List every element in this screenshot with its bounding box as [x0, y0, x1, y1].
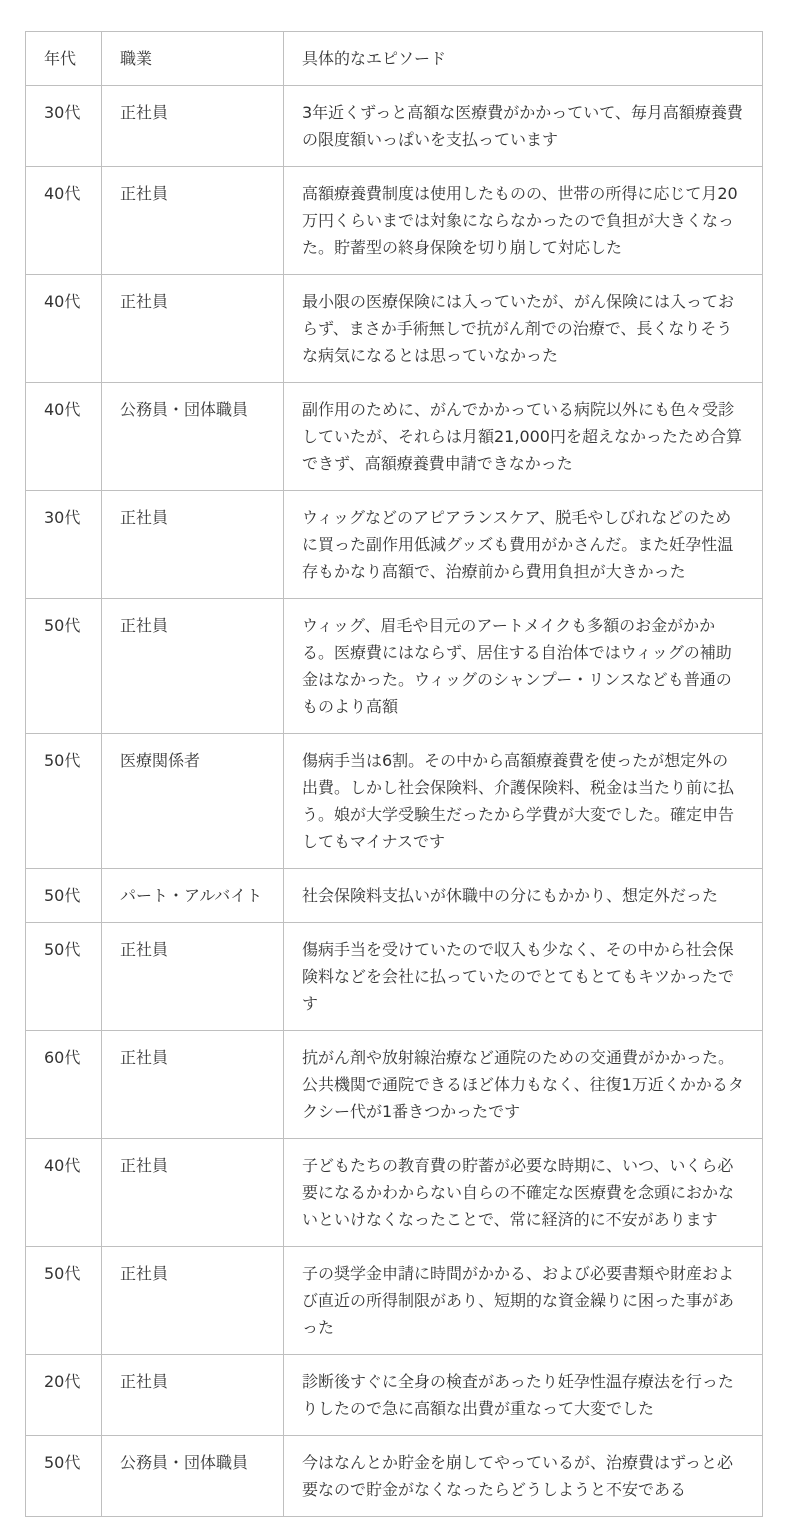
- occupation-cell: 正社員: [102, 1139, 284, 1247]
- episode-cell: ウィッグ、眉毛や目元のアートメイクも多額のお金がかかる。医療費にはならず、居住する自治体ではウィッグの補助金はなかった。ウィッグのシャンプー・リンスなども普通のものより高額: [284, 599, 763, 734]
- episode-cell: 今はなんとか貯金を崩してやっているが、治療費はずっと必要なので貯金がなくなったらどうしようと不安である: [284, 1436, 763, 1517]
- table-body: [26, 86, 763, 1517]
- episode-cell: 社会保険料支払いが休職中の分にもかかり、想定外だった: [284, 869, 763, 923]
- column-header-occupation: 職業: [102, 32, 284, 86]
- occupation-cell: 正社員: [102, 275, 284, 383]
- age-cell: 20代: [26, 1355, 102, 1436]
- occupation-cell: 正社員: [102, 491, 284, 599]
- age-cell: 40代: [26, 275, 102, 383]
- occupation-cell: 正社員: [102, 1355, 284, 1436]
- table-row: [26, 491, 763, 599]
- table-row: [26, 1247, 763, 1355]
- table-row: [26, 275, 763, 383]
- episode-cell: 傷病手当を受けていたので収入も少なく、その中から社会保険料などを会社に払っていたのでとてもとてもキツかったです: [284, 923, 763, 1031]
- occupation-cell: 正社員: [102, 923, 284, 1031]
- age-cell: 50代: [26, 869, 102, 923]
- table-row: [26, 869, 763, 923]
- table-header-row: [26, 32, 763, 86]
- episode-cell: 診断後すぐに全身の検査があったり妊孕性温存療法を行ったりしたので急に高額な出費が重なって大変でした: [284, 1355, 763, 1436]
- occupation-cell: 正社員: [102, 1247, 284, 1355]
- table-row: [26, 167, 763, 275]
- table-row: [26, 1436, 763, 1517]
- table-row: [26, 1355, 763, 1436]
- age-cell: 40代: [26, 167, 102, 275]
- occupation-cell: 公務員・団体職員: [102, 383, 284, 491]
- occupation-cell: 正社員: [102, 167, 284, 275]
- episode-cell: 最小限の医療保険には入っていたが、がん保険には入っておらず、まさか手術無しで抗がん剤での治療で、長くなりそうな病気になるとは思っていなかった: [284, 275, 763, 383]
- age-cell: 50代: [26, 923, 102, 1031]
- episode-cell: 副作用のために、がんでかかっている病院以外にも色々受診していたが、それらは月額21,000円を超えなかったため合算できず、高額療養費申請できなかった: [284, 383, 763, 491]
- column-header-episode: 具体的なエピソード: [284, 32, 763, 86]
- episode-cell: 3年近くずっと高額な医療費がかかっていて、毎月高額療養費の限度額いっぱいを支払っています: [284, 86, 763, 167]
- occupation-cell: 正社員: [102, 1031, 284, 1139]
- occupation-cell: 医療関係者: [102, 734, 284, 869]
- occupation-cell: 公務員・団体職員: [102, 1436, 284, 1517]
- table-row: [26, 734, 763, 869]
- occupation-cell: 正社員: [102, 86, 284, 167]
- age-cell: 30代: [26, 491, 102, 599]
- episode-cell: 子どもたちの教育費の貯蓄が必要な時期に、いつ、いくら必要になるかわからない自らの不確定な医療費を念頭におかないといけなくなったことで、常に経済的に不安があります: [284, 1139, 763, 1247]
- age-cell: 50代: [26, 734, 102, 869]
- column-header-age: 年代: [26, 32, 102, 86]
- table-row: [26, 923, 763, 1031]
- table-row: [26, 1139, 763, 1247]
- table-row: [26, 383, 763, 491]
- age-cell: 40代: [26, 383, 102, 491]
- episode-table: [25, 31, 763, 1517]
- age-cell: 40代: [26, 1139, 102, 1247]
- age-cell: 50代: [26, 599, 102, 734]
- episode-cell: 子の奨学金申請に時間がかかる、および必要書類や財産および直近の所得制限があり、短期的な資金繰りに困った事があった: [284, 1247, 763, 1355]
- table-row: [26, 599, 763, 734]
- episode-cell: ウィッグなどのアピアランスケア、脱毛やしびれなどのために買った副作用低減グッズも費用がかさんだ。また妊孕性温存もかなり高額で、治療前から費用負担が大きかった: [284, 491, 763, 599]
- table-row: [26, 1031, 763, 1139]
- occupation-cell: 正社員: [102, 599, 284, 734]
- age-cell: 60代: [26, 1031, 102, 1139]
- age-cell: 30代: [26, 86, 102, 167]
- episode-cell: 抗がん剤や放射線治療など通院のための交通費がかかった。公共機関で通院できるほど体力もなく、往復1万近くかかるタクシー代が1番きつかったです: [284, 1031, 763, 1139]
- table-row: [26, 86, 763, 167]
- occupation-cell: パート・アルバイト: [102, 869, 284, 923]
- age-cell: 50代: [26, 1247, 102, 1355]
- episode-cell: 傷病手当は6割。その中から高額療養費を使ったが想定外の出費。しかし社会保険料、介護保険料、税金は当たり前に払う。娘が大学受験生だったから学費が大変でした。確定申告してもマイナスです: [284, 734, 763, 869]
- age-cell: 50代: [26, 1436, 102, 1517]
- episode-cell: 高額療養費制度は使用したものの、世帯の所得に応じて月20万円くらいまでは対象にならなかったので負担が大きくなった。貯蓄型の終身保険を切り崩して対応した: [284, 167, 763, 275]
